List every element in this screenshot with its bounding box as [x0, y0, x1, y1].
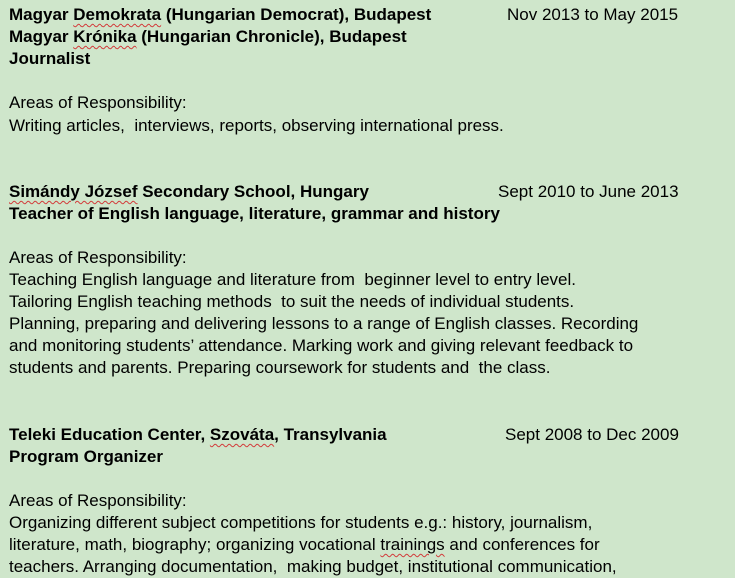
entry-2-line: students and parents. Preparing coursework for students and the class.	[9, 358, 551, 377]
employer-text: (Hungarian Chronicle), Budapest	[136, 27, 407, 46]
entry-1-employer-2	[9, 26, 407, 48]
spellcheck-word: trainings	[380, 535, 445, 554]
body-text: literature, math, biography; organizing vocational	[9, 535, 381, 554]
entry-3-line: teachers. Arranging documentation, making budget, institutional communication,	[9, 557, 617, 576]
entry-3-employer	[9, 424, 387, 446]
entry-3-line	[9, 534, 600, 556]
employer-text: (Hungarian Democrat), Budapest	[161, 5, 432, 24]
entry-1-employer	[9, 4, 431, 26]
employer-text: , Transylvania	[274, 425, 387, 444]
employer-text: Magyar	[9, 5, 74, 24]
employer-text: Teleki Education Center,	[9, 425, 210, 444]
entry-2-line: Tailoring English teaching methods to suit the needs of individual students.	[9, 292, 575, 311]
spellcheck-word: Simándy József	[9, 182, 138, 201]
employer-text: Secondary School, Hungary	[137, 182, 369, 201]
employer-text: Magyar	[9, 27, 74, 46]
entry-2-title: Teacher of English language, literature, grammar and history	[9, 204, 500, 223]
entry-1-areas-label: Areas of Responsibility:	[9, 93, 187, 112]
spellcheck-word: Demokrata	[73, 5, 162, 24]
entry-1-line: Writing articles, interviews, reports, observing international press.	[9, 116, 504, 135]
entry-2-line: and monitoring students’ attendance. Marking work and giving relevant feedback to	[9, 336, 634, 355]
entry-2-line: Teaching English language and literature from beginner level to entry level.	[9, 270, 577, 289]
entry-2-dates: Sept 2010 to June 2013	[498, 182, 679, 201]
entry-1-title: Journalist	[9, 49, 91, 68]
entry-3-dates: Sept 2008 to Dec 2009	[505, 425, 679, 444]
body-text: and conferences for	[444, 535, 600, 554]
entry-3-areas-label: Areas of Responsibility:	[9, 491, 187, 510]
entry-2-line: Planning, preparing and delivering lessons to a range of English classes. Recording	[9, 314, 639, 333]
spellcheck-word: Szováta	[209, 425, 275, 444]
entry-2-employer	[9, 181, 369, 203]
entry-3-title: Program Organizer	[9, 447, 163, 466]
spellcheck-word: Krónika	[73, 27, 137, 46]
entry-2-areas-label: Areas of Responsibility:	[9, 248, 187, 267]
entry-3-line: Organizing different subject competitions for students e.g.: history, journalism,	[9, 513, 593, 532]
entry-1-dates: Nov 2013 to May 2015	[507, 5, 679, 24]
